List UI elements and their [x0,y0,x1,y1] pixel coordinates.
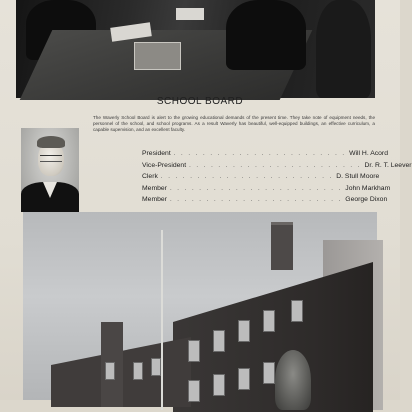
school-building-photo [23,212,377,400]
member-role: Clerk [142,173,158,181]
member-row [142,184,391,197]
dot-leader: . . . . . . . . . . . . . . . . . . . . . . . . [189,162,362,169]
dot-leader: . . . . . . . . . . . . . . . . . . . . . . . . [169,197,343,204]
member-row [142,173,380,185]
member-name: George Dixon [345,196,388,204]
member-role: Member [142,184,167,192]
member-row [142,150,388,162]
page-title: SCHOOL BOARD [156,96,244,107]
dot-leader: . . . . . . . . . . . . . . . . . . . . . . . . [160,174,334,181]
member-name: Dr. R. T. Leever [364,161,412,169]
intro-paragraph: The Waverly School Board is alert to the growing educational demands of the present time. They take note of equipment needs, the personnel of the school, and school programs. As a result Waverly has beautiful, well-equipped buildings, an effective curriculum, a capable supervision, and an excellent faculty. [93,115,375,132]
board-meeting-photo [16,0,375,98]
member-role: Vice-President [142,161,187,169]
member-role: President [142,150,171,157]
member-row [142,161,412,174]
dot-leader: . . . . . . . . . . . . . . . . . . . . . . . . [173,151,347,157]
board-president-portrait [21,128,79,212]
member-name: D. Stull Moore [336,173,380,181]
dot-leader: . . . . . . . . . . . . . . . . . . . . . . . . [169,185,343,192]
member-role: Member [142,196,167,204]
member-name: John Markham [345,184,391,192]
member-name: Will H. Acord [349,150,388,157]
board-member-list [142,150,412,208]
member-row [142,196,388,208]
